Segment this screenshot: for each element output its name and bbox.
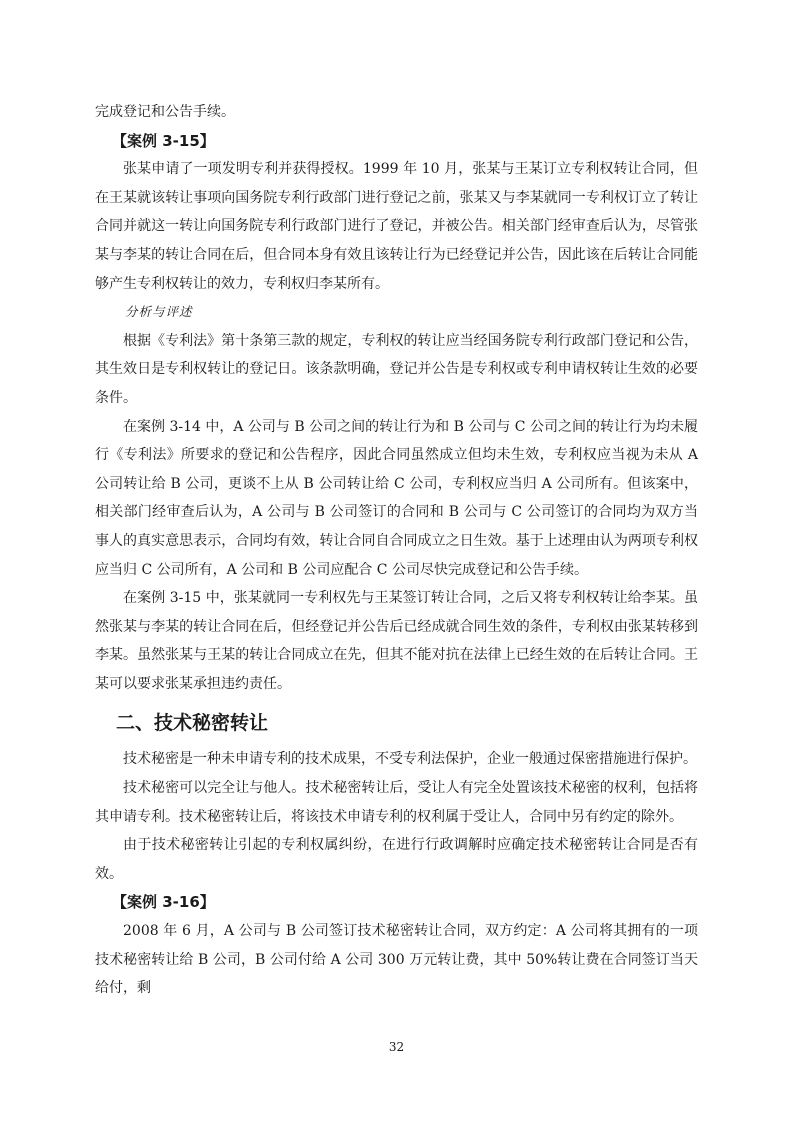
page-content: [95, 98, 698, 1003]
case-3-16-body: 2008 年 6 月，A 公司与 B 公司签订技术秘密转让合同，双方约定：A 公司将其拥有的一项技术秘密转让给 B 公司，B 公司付给 A 公司 300 万元转让费，其中 50%转让费在合同签订当天给付，剩: [95, 923, 698, 997]
analysis-paragraph-1: 根据《专利法》第十条第三款的规定，专利权的转让应当经国务院专利行政部门登记和公告，其生效日是专利权转让的登记日。该条款明确，登记并公告是专利权或专利申请权转让生效的必要条件。: [95, 332, 698, 406]
technical-secret-paragraph-3: 由于技术秘密转让引起的专利权属纠纷，在进行行政调解时应确定技术秘密转让合同是否有效。: [95, 837, 698, 882]
case-3-16-title: 【案例 3-16】: [112, 893, 215, 912]
page-number: 32: [388, 1040, 405, 1054]
analysis-paragraph-2: 在案例 3-14 中，A 公司与 B 公司之间的转让行为和 B 公司与 C 公司之间的转让行为均未履行《专利法》所要求的登记和公告程序，因此合同虽然成立但均未生效，专利权应当视为未从 A 公司转让给 B 公司，更谈不上从 B 公司转让给 C 公司，专利权应当归 A 公司所有。但该案中，相关部门经审查后认为，A 公司与 B 公司签订的合同和 B 公司与 C 公司签订的合同均为双方当事人的真实意思表示，合同均有效，转让合同自合同成立之日生效。基于上述理由认为两项专利权应当归 C 公司所有，A 公司和 B 公司应配合 C 公司尽快完成登记和公告手续。: [95, 418, 698, 578]
case-3-15-body: 张某申请了一项发明专利并获得授权。1999 年 10 月，张某与王某订立专利权转让合同，但在王某就该转让事项向国务院专利行政部门进行登记之前，张某又与李某就同一专利权订立了转让合同并就这一转让向国务院专利行政部门进行了登记，并被公告。相关部门经审查后认为，尽管张某与李某的转让合同在后，但合同本身有效且该转让行为已经登记并公告，因此该在后转让合同能够产生专利权转让的效力，专利权归李某所有。: [95, 161, 698, 292]
technical-secret-paragraph-2: 技术秘密可以完全让与他人。技术秘密转让后，受让人有完全处置该技术秘密的权利，包括将其申请专利。技术秘密转让后，将该技术申请专利的权利属于受让人，合同中另有约定的除外。: [95, 780, 698, 825]
analysis-heading: 分析与评述: [125, 304, 193, 320]
technical-secret-paragraph-1: 技术秘密是一种未申请专利的技术成果，不受专利法保护，企业一般通过保密措施进行保护。: [123, 751, 697, 768]
section-2-title: 二、技术秘密转让: [116, 712, 269, 735]
paragraph-continuation: 完成登记和公告手续。: [95, 104, 235, 120]
analysis-paragraph-3: 在案例 3-15 中，张某就同一专利权先与王某签订转让合同，之后又将专利权转让给李某。虽然张某与李某的转让合同在后，但经登记并公告后已经成就合同生效的条件，专利权由张某转移到李某。虽然张某与王某的转让合同成立在先，但其不能对抗在法律上已经生效的在后转让合同。王某可以要求张某承担违约责任。: [95, 590, 698, 692]
case-3-15-title: 【案例 3-15】: [112, 131, 215, 150]
